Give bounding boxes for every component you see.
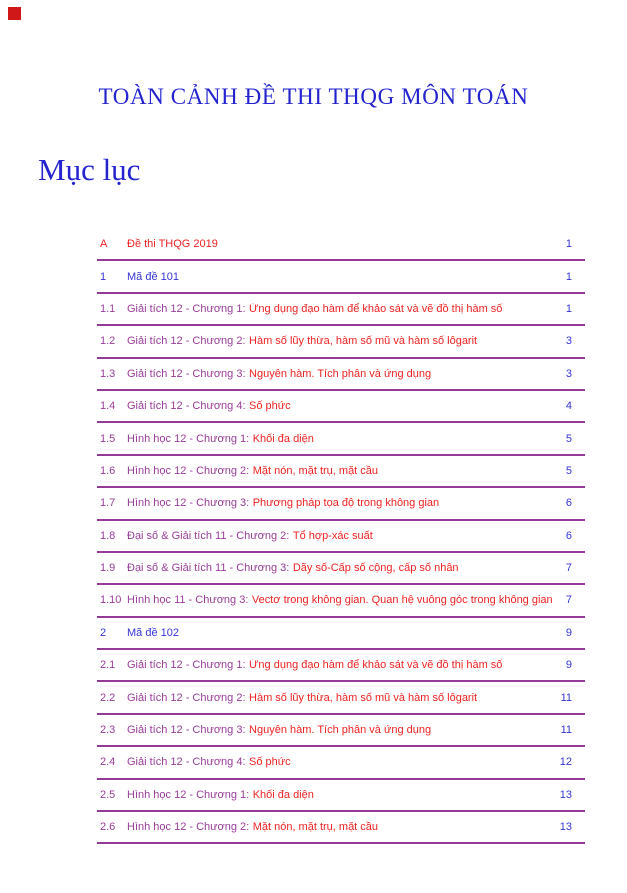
toc-entry-number: 1.2 — [100, 335, 116, 348]
toc-entry-main: Mặt nón, mặt trụ, mặt cầu — [252, 464, 379, 477]
toc-entry-main: Số phức — [249, 400, 291, 413]
toc-entry-title — [127, 433, 560, 445]
toc-entry-number: 2.4 — [100, 756, 116, 769]
toc-entry-number: 1.10 — [100, 594, 122, 607]
toc-entry-title — [127, 627, 560, 639]
toc-entry-prefix: Đại số & Giải tích 11 - Chương 3: — [127, 562, 290, 575]
toc-entry[interactable] — [97, 618, 585, 650]
toc-entry-number: 2.6 — [100, 821, 116, 834]
toc-entry-main: Nguyên hàm. Tích phân và ứng dụng — [249, 724, 432, 737]
toc-entry-title — [127, 756, 554, 768]
toc-entry[interactable] — [97, 488, 585, 520]
toc-entry[interactable] — [97, 682, 585, 714]
toc-entry-title — [127, 400, 560, 412]
toc-entry-title — [127, 692, 555, 704]
toc-entry-prefix: Giải tích 12 - Chương 3: — [127, 367, 246, 380]
toc-entry-number: A — [100, 238, 108, 251]
toc-entry-prefix: Giải tích 12 - Chương 3: — [127, 724, 246, 737]
toc-entry-main: Hàm số lũy thừa, hàm số mũ và hàm số lôgarit — [249, 691, 478, 704]
toc-entry-main: Đề thi THQG 2019 — [127, 238, 218, 251]
toc-entry[interactable] — [97, 359, 585, 391]
toc-entry-page: 5 — [565, 432, 572, 445]
toc-entry[interactable] — [97, 391, 585, 423]
toc-entry-title — [127, 789, 554, 801]
toc-entry-main: Khối đa diện — [252, 788, 314, 801]
toc-entry-main: Mã đề 101 — [127, 270, 179, 283]
toc-entry-page: 6 — [565, 529, 572, 542]
toc-entry-prefix: Giải tích 12 - Chương 2: — [127, 335, 246, 348]
toc-entry-page: 6 — [565, 497, 572, 510]
toc-entry-main: Ứng dụng đạo hàm để khảo sát và vẽ đồ thị hàm số — [249, 302, 503, 315]
toc-entry-number: 2.3 — [100, 724, 116, 737]
toc-entry-title — [127, 368, 560, 380]
toc-entry-main: Phương pháp tọa độ trong không gian — [252, 497, 440, 510]
toc-entry-page: 13 — [559, 788, 572, 801]
toc-entry-page: 9 — [565, 626, 572, 639]
toc-entry-main: Tổ hợp-xác suất — [292, 529, 373, 542]
toc-entry-page: 1 — [565, 302, 572, 315]
toc-entry-number: 1.9 — [100, 562, 116, 575]
toc-entry-title — [127, 497, 560, 509]
toc-entry-title — [127, 562, 560, 574]
toc-entry-title — [127, 271, 560, 283]
toc-entry-prefix: Giải tích 12 - Chương 1: — [127, 659, 246, 672]
toc-entry-title — [127, 821, 554, 833]
red-marker — [8, 7, 21, 20]
toc-entry-prefix: Giải tích 12 - Chương 4: — [127, 400, 246, 413]
toc-entry-main: Số phức — [249, 756, 291, 769]
toc-entry[interactable] — [97, 521, 585, 553]
toc-entry-main: Dãy số-Cấp số cộng, cấp số nhân — [292, 562, 459, 575]
toc-entry-prefix: Hình học 12 - Chương 1: — [127, 788, 250, 801]
toc-entry-page: 5 — [565, 464, 572, 477]
toc-entry[interactable] — [97, 553, 585, 585]
toc-entry-page: 1 — [565, 270, 572, 283]
toc-entry-main: Mặt nón, mặt trụ, mặt cầu — [252, 821, 379, 834]
toc-entry-title — [127, 659, 560, 671]
toc-entry-number: 2 — [100, 626, 107, 639]
toc-entry-main: Ứng dụng đạo hàm để khảo sát và vẽ đồ thị hàm số — [249, 659, 503, 672]
toc-entry-page: 4 — [565, 400, 572, 413]
toc-entry-title — [127, 724, 555, 736]
toc-entry-number: 1.8 — [100, 529, 116, 542]
toc-entry-page: 3 — [565, 335, 572, 348]
toc-entry-number: 1.6 — [100, 464, 116, 477]
toc-entry-number: 1.3 — [100, 367, 116, 380]
toc-entry-prefix: Hình học 12 - Chương 1: — [127, 432, 250, 445]
toc-entry-number: 1.4 — [100, 400, 116, 413]
toc-entry-number: 2.5 — [100, 788, 116, 801]
toc-entry-number: 1.7 — [100, 497, 116, 510]
toc-entry-prefix: Giải tích 12 - Chương 4: — [127, 756, 246, 769]
toc-entry-number: 1 — [100, 270, 107, 283]
toc-list — [97, 229, 585, 844]
toc-entry-prefix: Đại số & Giải tích 11 - Chương 2: — [127, 529, 290, 542]
toc-entry[interactable] — [97, 261, 585, 293]
toc-entry[interactable] — [97, 715, 585, 747]
toc-entry[interactable] — [97, 650, 585, 682]
toc-entry-prefix: Hình học 12 - Chương 3: — [127, 497, 250, 510]
toc-entry-page: 11 — [560, 691, 572, 704]
toc-entry-title — [127, 303, 560, 315]
toc-entry[interactable] — [97, 585, 585, 617]
toc-entry[interactable] — [97, 229, 585, 261]
toc-entry-prefix: Giải tích 12 - Chương 2: — [127, 691, 246, 704]
toc-entry[interactable] — [97, 780, 585, 812]
toc-heading: Mục lục — [38, 152, 141, 187]
document-title: TOÀN CẢNH ĐỀ THI THQG MÔN TOÁN — [98, 84, 529, 109]
toc-entry-page: 13 — [559, 821, 572, 834]
toc-entry-main: Hàm số lũy thừa, hàm số mũ và hàm số lôgarit — [249, 335, 478, 348]
toc-entry[interactable] — [97, 812, 585, 844]
toc-entry[interactable] — [97, 423, 585, 455]
toc-entry-page: 12 — [559, 756, 572, 769]
toc-entry-number: 2.2 — [100, 691, 116, 704]
toc-entry-prefix: Hình học 12 - Chương 2: — [127, 464, 250, 477]
toc-entry-main: Mã đề 102 — [127, 626, 179, 639]
toc-entry-number: 1.1 — [100, 302, 116, 315]
toc-entry-title — [127, 465, 560, 477]
toc-entry-title — [127, 238, 560, 250]
toc-entry-title — [127, 594, 560, 606]
toc-entry[interactable] — [97, 294, 585, 326]
toc-entry-main: Vectơ trong không gian. Quan hệ vuông góc trong không gian — [251, 594, 553, 607]
toc-entry[interactable] — [97, 326, 585, 358]
toc-entry-title — [127, 530, 560, 542]
toc-entry-page: 9 — [565, 659, 572, 672]
toc-entry-page: 7 — [565, 562, 572, 575]
toc-entry-prefix: Hình học 12 - Chương 2: — [127, 821, 250, 834]
toc-entry-prefix: Hình học 11 - Chương 3: — [127, 594, 249, 607]
toc-entry[interactable] — [97, 456, 585, 488]
toc-entry-number: 2.1 — [100, 659, 116, 672]
toc-entry-main: Nguyên hàm. Tích phân và ứng dụng — [249, 367, 432, 380]
toc-entry-number: 1.5 — [100, 432, 116, 445]
toc-entry-page: 3 — [565, 367, 572, 380]
toc-entry-page: 7 — [565, 594, 572, 607]
toc-entry-prefix: Giải tích 12 - Chương 1: — [127, 302, 246, 315]
toc-entry-main: Khối đa diện — [252, 432, 314, 445]
toc-entry[interactable] — [97, 747, 585, 779]
toc-entry-page: 1 — [565, 238, 572, 251]
toc-entry-page: 11 — [560, 724, 572, 737]
toc-entry-title — [127, 335, 560, 347]
